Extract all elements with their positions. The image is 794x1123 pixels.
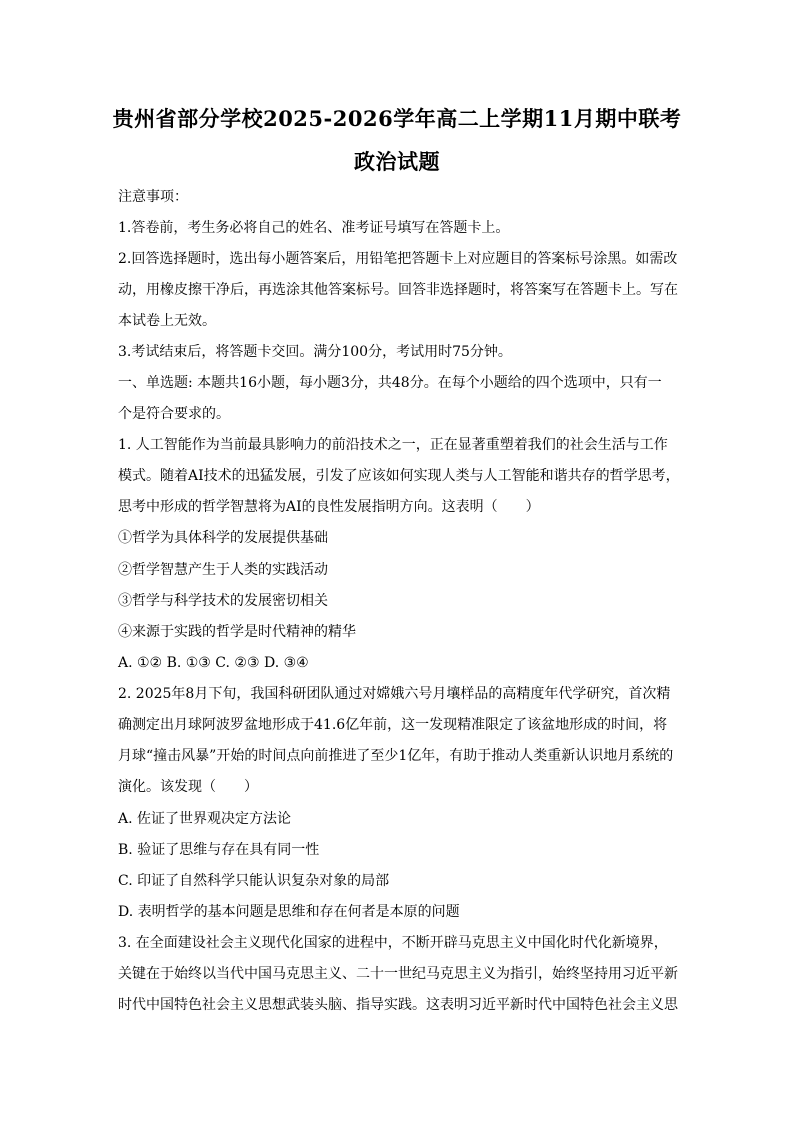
- q2-stem-line: 2. 2025年8月下旬，我国科研团队通过对嫦娥六号月壤样品的高精度年代学研究，首次精: [118, 686, 671, 702]
- q2-option-b: B. 验证了思维与存在具有同一性: [118, 842, 320, 858]
- q2-stem-line: 演化。该发现（ ）: [118, 779, 258, 795]
- q1-statement-4: ④来源于实践的哲学是时代精神的精华: [118, 624, 356, 640]
- q3-stem-line: 关键在于始终以当代中国马克思主义、二十一世纪马克思主义为指引，始终坚持用习近平新: [118, 966, 678, 982]
- notice-item: 2.回答选择题时，选出每小题答案后，用铅笔把答题卡上对应题目的答案标号涂黑。如需改: [118, 251, 678, 267]
- document-subtitle: 政治试题: [354, 149, 440, 174]
- q1-options: A. ①② B. ①③ C. ②③ D. ③④: [118, 655, 309, 671]
- q3-stem-line: 3. 在全面建设社会主义现代化国家的进程中，不断开辟马克思主义中国化时代化新境界，: [118, 935, 668, 951]
- q2-option-d: D. 表明哲学的基本问题是思维和存在何者是本原的问题: [118, 904, 460, 920]
- q2-option-c: C. 印证了自然科学只能认识复杂对象的局部: [118, 873, 390, 889]
- notice-heading: 注意事项：: [118, 189, 188, 205]
- q1-statement-3: ③哲学与科学技术的发展密切相关: [118, 593, 328, 609]
- section-heading-cont: 个是符合要求的。: [118, 406, 230, 422]
- q1-stem-line: 1. 人工智能作为当前最具影响力的前沿技术之一，正在显著重塑着我们的社会生活与工作: [118, 437, 668, 453]
- notice-item: 1.答卷前，考生务必将自己的姓名、准考证号填写在答题卡上。: [118, 220, 510, 236]
- q1-stem-line: 思考中形成的哲学智慧将为AI的良性发展指明方向。这表明（ ）: [118, 499, 540, 515]
- q2-stem-line: 确测定出月球阿波罗盆地形成于41.6亿年前，这一发现精准限定了该盆地形成的时间，将: [118, 717, 668, 733]
- q1-statement-1: ①哲学为具体科学的发展提供基础: [118, 530, 328, 546]
- q2-stem-line: 月球“撞击风暴”开始的时间点向前推进了至少1亿年，有助于推动人类重新认识地月系统的: [118, 748, 674, 764]
- document-title: 贵州省部分学校2025-2026学年高二上学期11月期中联考: [112, 106, 682, 131]
- q2-option-a: A. 佐证了世界观决定方法论: [118, 811, 292, 827]
- notice-item: 3.考试结束后，将答题卡交回。满分100分，考试用时75分钟。: [118, 344, 512, 360]
- notice-item: 本试卷上无效。: [118, 313, 216, 329]
- q3-stem-line: 时代中国特色社会主义思想武装头脑、指导实践。这表明习近平新时代中国特色社会主义思: [118, 997, 678, 1013]
- q1-statement-2: ②哲学智慧产生于人类的实践活动: [118, 562, 328, 578]
- notice-item: 动，用橡皮擦干净后，再选涂其他答案标号。回答非选择题时，将答案写在答题卡上。写在: [118, 282, 678, 298]
- section-heading: 一、单选题: 本题共16小题，每小题3分，共48分。在每个小题给的四个选项中，只有一: [118, 375, 662, 391]
- q1-stem-line: 模式。随着AI技术的迅猛发展，引发了应该如何实现人类与人工智能和谐共存的哲学思考，: [118, 468, 680, 484]
